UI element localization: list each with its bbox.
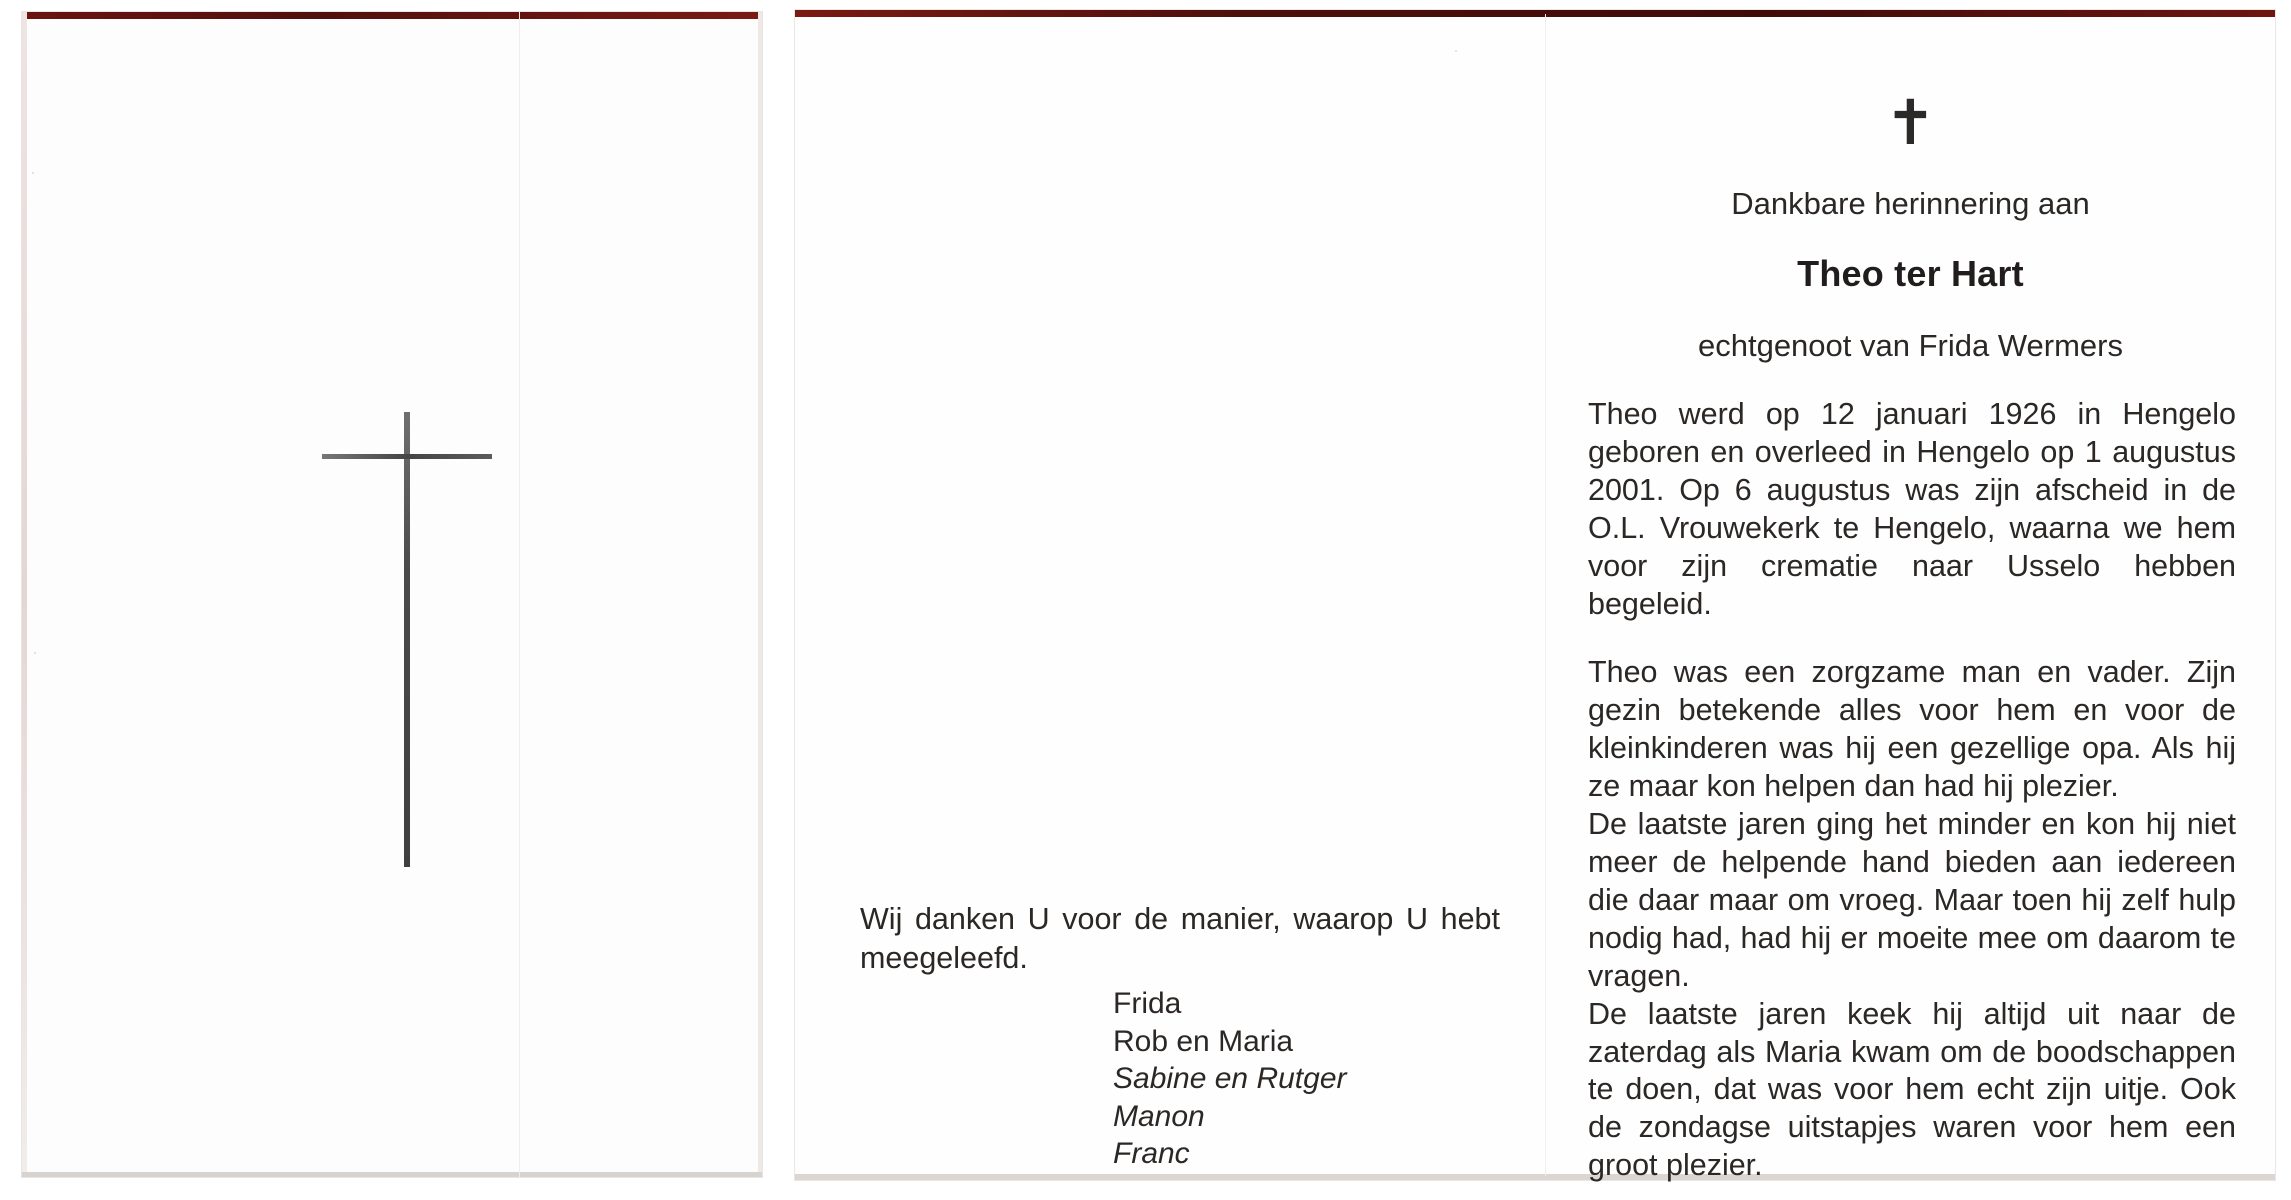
body-paragraph-3: De laatste jaren ging het minder en kon hij niet meer de helpende hand bieden aan iedereen die daar maar om vroeg. Maar toen hij zelf hulp nodig had, had hij er moeite mee om daarom te vragen. xyxy=(1588,806,2236,993)
scan-speck xyxy=(32,172,34,174)
card-open-spread xyxy=(795,10,2275,1183)
thanks-paragraph: Wij danken U voor de manier, waarop U hebt meegeleefd. xyxy=(860,902,1500,976)
inner-right-page xyxy=(1546,10,2275,1183)
card-top-edge xyxy=(22,12,762,19)
signer-name: Manon xyxy=(1113,1099,1205,1133)
body-paragraph-4: De laatste jaren keek hij altijd uit naar de zaterdag als Maria kwam om de boodschappen te doen, dat was voor hem echt zijn uitje. Ook de zondagse uitstapjes waren voor hem een groot plezier. xyxy=(1588,996,2236,1183)
cross-vertical-bar xyxy=(404,412,410,867)
spouse-line: echtgenoot van Frida Wermers xyxy=(1697,328,2123,363)
signer-name: Franc xyxy=(1113,1137,1190,1170)
memorial-body-text xyxy=(1588,396,2236,1185)
body-paragraph-2: Theo was een zorgzame man en vader. Zijn gezin betekende alles voor hem en voor de kleinkinderen was hij een gezellige opa. Als hij ze maar kon helpen dan had hij plezier. xyxy=(1588,654,2236,803)
signer-name: Frida xyxy=(1113,987,1182,1020)
deceased-name: Theo ter Hart xyxy=(1797,253,2024,294)
card-left-panel xyxy=(22,12,762,1177)
latin-cross-icon xyxy=(322,412,492,872)
card-fold-line xyxy=(519,12,520,1177)
card-right-edge xyxy=(758,12,762,1177)
scan-speck xyxy=(34,652,36,654)
signer-name: Sabine en Rutger xyxy=(1113,1062,1347,1095)
card-left-edge xyxy=(22,12,27,1177)
scan-speck xyxy=(1455,50,1457,52)
cross-icon: ✝ xyxy=(1884,86,1937,159)
inner-left-page xyxy=(795,10,1545,1180)
cross-horizontal-bar xyxy=(322,454,492,459)
signer-name: Rob en Maria xyxy=(1113,1024,1294,1058)
card-bottom-edge xyxy=(22,1172,762,1177)
signers-list xyxy=(1113,985,1513,1173)
body-paragraph-1: Theo werd op 12 januari 1926 in Hengelo geboren en overleed in Hengelo op 1 augustus 2001. Op 6 augustus was zijn afscheid in de O.L. Vrouwekerk te Hengelo, waarna we hem voor zijn crematie naar Usselo hebben begeleid. xyxy=(1588,397,2236,621)
dedication-line: Dankbare herinnering aan xyxy=(1731,186,2090,221)
